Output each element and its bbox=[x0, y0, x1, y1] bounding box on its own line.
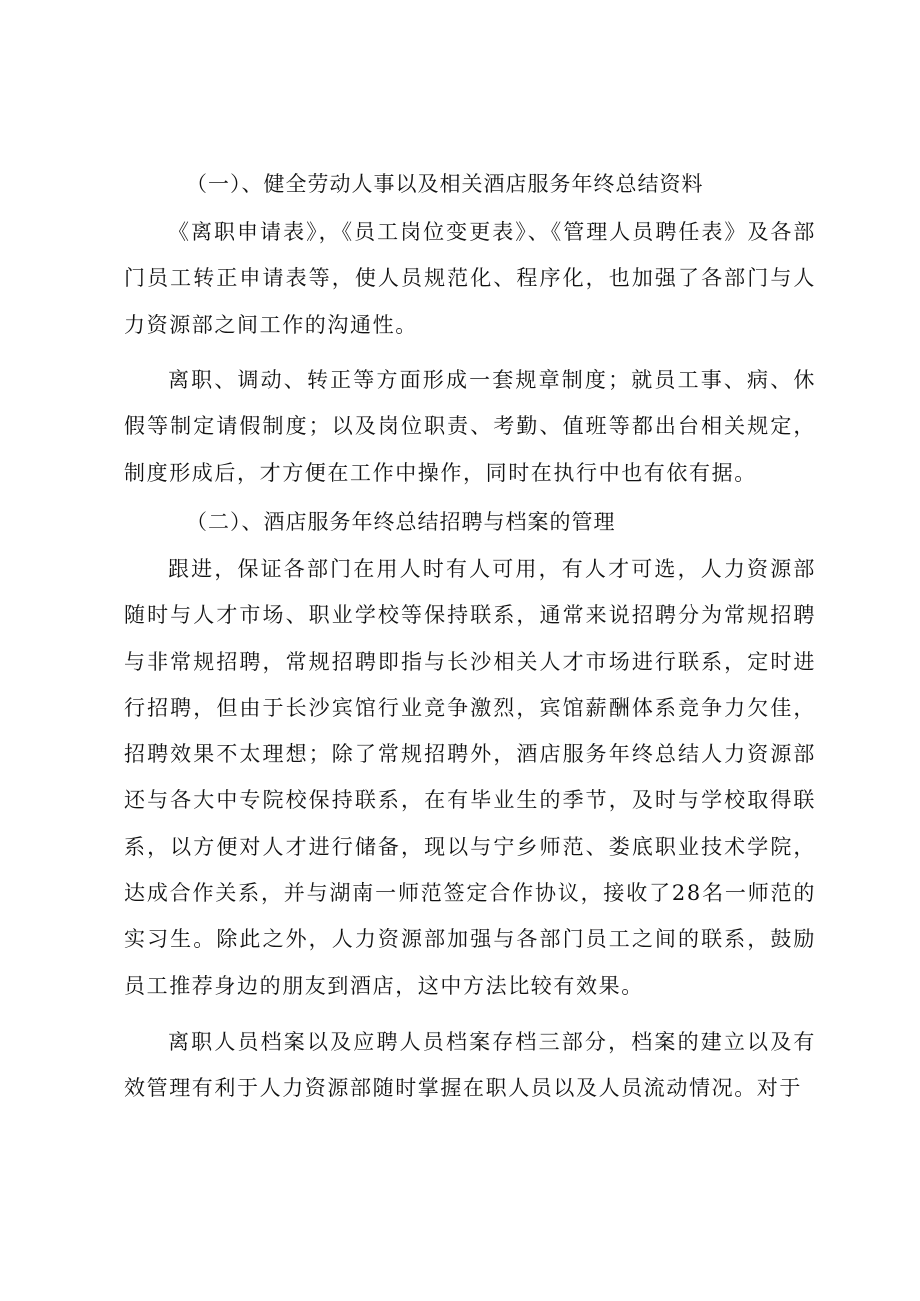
paragraph: 跟进，保证各部门在用人时有人可用，有人才可选，人力资源部随时与人才市场、职业学校等保持联系，通常来说招聘分为常规招聘与非常规招聘，常规招聘即指与长沙相关人才市场进行联系，定时进行招聘，但由于长沙宾馆行业竞争激烈，宾馆薪酬体系竞争力欠佳，招聘效果不太理想；除了常规招聘外，酒店服务年终总结人力资源部还与各大中专院校保持联系，在有毕业生的季节，及时与学校取得联系，以方便对人才进行储备，现以与宁乡师范、娄底职业技术学院，达成合作关系，并与湖南一师范签定合作协议，接收了28名一师范的实习生。除此之外，人力资源部加强与各部门员工之间的联系，鼓励员工推荐身边的朋友到酒店，这中方法比较有效果。 bbox=[124, 557, 816, 998]
section-heading-2: （二）、酒店服务年终总结招聘与档案的管理 bbox=[186, 510, 616, 534]
paragraph: 离职、调动、转正等方面形成一套规章制度；就员工事、病、休假等制定请假制度；以及岗位职责、考勤、值班等都出台相关规定，制度形成后，才方便在工作中操作，同时在执行中也有依有据。 bbox=[124, 368, 816, 485]
paragraph: 《离职申请表》，《员工岗位变更表》、《管理人员聘任表》及各部门员工转正申请表等，使人员规范化、程序化，也加强了各部门与人力资源部之间工作的沟通性。 bbox=[124, 220, 816, 337]
section-heading-1: （一）、健全劳动人事以及相关酒店服务年终总结资料 bbox=[186, 172, 704, 196]
paragraph: 离职人员档案以及应聘人员档案存档三部分，档案的建立以及有效管理有利于人力资源部随时掌握在职人员以及人员流动情况。对于 bbox=[124, 1030, 816, 1101]
